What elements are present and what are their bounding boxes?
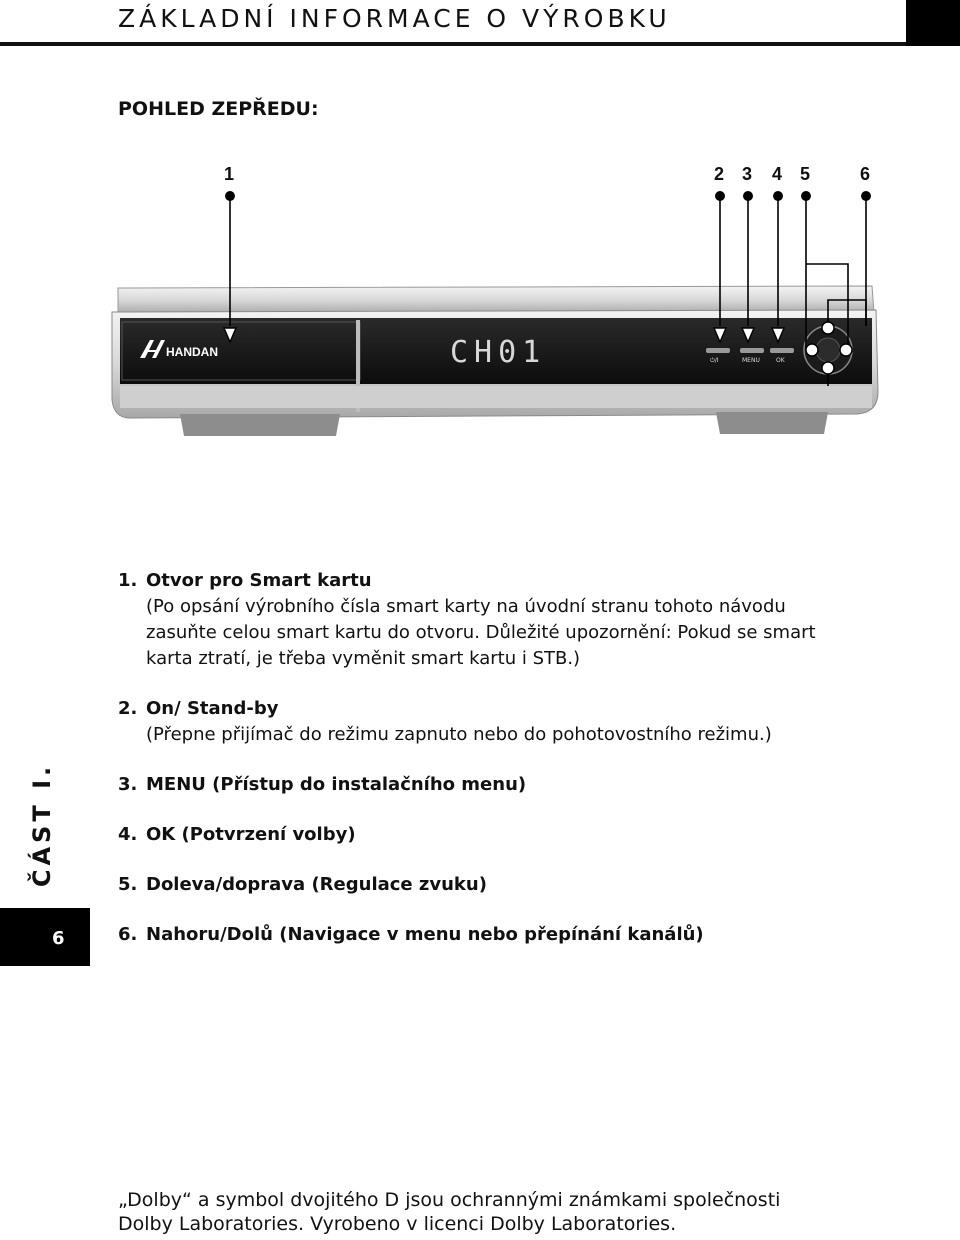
device-foot-left [180, 414, 340, 436]
item-title: Doleva/doprava (Regulace zvuku) [146, 874, 487, 895]
power-button [706, 348, 730, 353]
item-number: 4. [118, 824, 138, 845]
item-number: 2. [118, 698, 138, 719]
side-label-text: ČÁST I. [28, 762, 56, 888]
item-number: 3. [118, 774, 138, 795]
trademark-note [118, 1188, 780, 1236]
list-item [118, 696, 898, 748]
callout-number-6: 6 [860, 164, 871, 184]
item-body-line: (Přepne přijímač do režimu zapnuto nebo do pohotovostního režimu.) [146, 724, 772, 745]
section-side-label [20, 760, 64, 890]
device-foot-right [716, 412, 828, 434]
menu-button-label: MENU [742, 357, 760, 364]
header-divider [0, 42, 960, 46]
callout-number-3: 3 [742, 164, 753, 184]
item-number: 6. [118, 924, 138, 945]
callout-number-5: 5 [800, 164, 811, 184]
item-body-line: zasuňte celou smart kartu do otvoru. Důležité upozornění: Pokud se smart [146, 622, 816, 643]
item-number: 1. [118, 570, 138, 591]
brand-text: HANDAN [166, 345, 218, 359]
callout-number-4: 4 [772, 164, 783, 184]
callout-number-1: 1 [224, 164, 235, 184]
device-top-shell [118, 286, 874, 314]
item-title: OK (Potvrzení volby) [146, 824, 356, 845]
ok-button [770, 348, 794, 353]
display-readout: CH01 [450, 335, 547, 370]
device-front-illustration [0, 150, 960, 460]
trademark-line-1: „Dolby“ a symbol dvojitého D jsou ochrannými známkami společnosti [118, 1189, 781, 1211]
item-body-line: (Po opsání výrobního čísla smart karty na úvodní stranu tohoto návodu [146, 596, 786, 617]
power-button-label: ⏻/I [710, 357, 719, 364]
item-title: Otvor pro Smart kartu [146, 570, 372, 591]
trademark-line-2: Dolby Laboratories. Vyrobeno v licenci Dolby Laboratories. [118, 1213, 677, 1235]
item-title: On/ Stand-by [146, 698, 279, 719]
ok-button-label: OK [776, 357, 785, 364]
item-title: Nahoru/Dolů (Navigace v menu nebo přepínání kanálů) [146, 924, 704, 945]
item-number: 5. [118, 874, 138, 895]
list-item [118, 772, 898, 798]
page-number-tab [0, 908, 90, 966]
feature-list [118, 568, 898, 972]
item-body-line: karta ztratí, je třeba vyměnit smart kartu i STB.) [146, 648, 581, 669]
section-subtitle: POHLED ZEPŘEDU: [118, 98, 319, 120]
page-number: 6 [52, 928, 65, 949]
page-header-title: ZÁKLADNÍ INFORMACE O VÝROBKU [118, 4, 671, 33]
callout-number-2: 2 [714, 164, 725, 184]
list-item [118, 568, 898, 672]
header-tab-block [906, 0, 960, 46]
menu-button [740, 348, 764, 353]
list-item [118, 922, 898, 948]
list-item [118, 822, 898, 848]
list-item [118, 872, 898, 898]
item-title: MENU (Přístup do instalačního menu) [146, 774, 527, 795]
